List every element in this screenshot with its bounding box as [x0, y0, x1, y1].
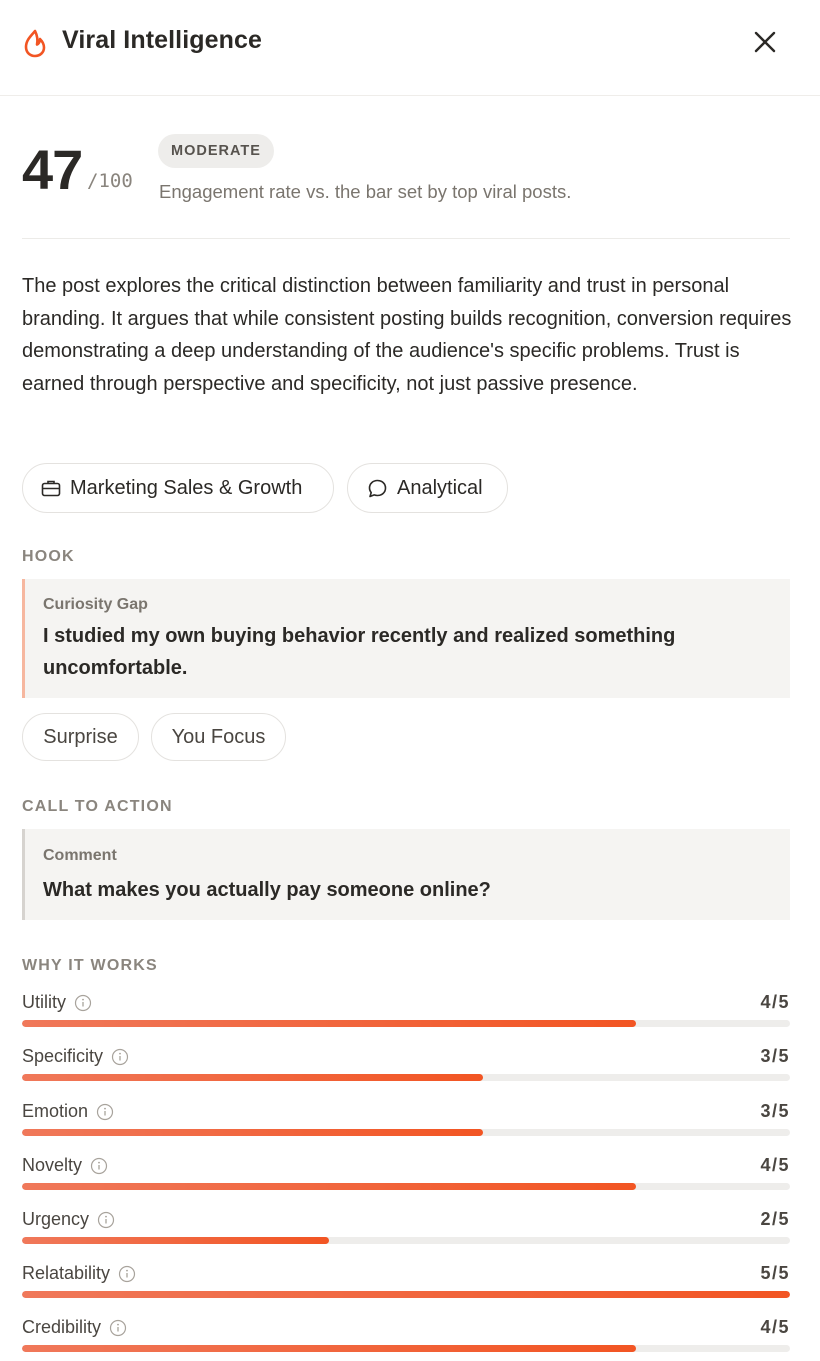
panel-title: Viral Intelligence [62, 26, 263, 54]
topic-chip[interactable] [22, 463, 334, 513]
info-icon[interactable] [118, 1265, 136, 1283]
metric-bar [22, 1291, 790, 1298]
metric-specificity [22, 1046, 790, 1086]
score-badge: MODERATE [158, 134, 274, 168]
metric-score: 5/5 [760, 1263, 790, 1283]
cta-section-label: CALL TO ACTION [22, 798, 173, 815]
metric-credibility [22, 1317, 790, 1357]
metric-bar-fill [22, 1291, 790, 1298]
hook-type: Curiosity Gap [43, 596, 148, 613]
metric-bar [22, 1345, 790, 1352]
metric-label: Specificity [22, 1046, 104, 1066]
metric-score: 4/5 [760, 992, 790, 1012]
topic-chip-label: Marketing Sales & Growth [70, 476, 303, 499]
metric-score: 4/5 [760, 1317, 790, 1337]
metric-bar-fill [22, 1345, 636, 1352]
metric-score: 2/5 [760, 1209, 790, 1229]
hook-text: I studied my own buying behavior recently and realized something uncomfortable. [43, 625, 676, 679]
score-description: Engagement rate vs. the bar set by top viral posts. [159, 181, 572, 202]
metric-score: 4/5 [760, 1155, 790, 1175]
metric-urgency [22, 1209, 790, 1249]
hook-tag[interactable]: Surprise [22, 713, 139, 761]
why-section-label: WHY IT WORKS [22, 957, 158, 974]
tone-chip[interactable] [347, 463, 508, 513]
metric-bar [22, 1183, 790, 1190]
info-icon[interactable] [111, 1048, 129, 1066]
cta-card [22, 829, 790, 920]
metric-bar-fill [22, 1237, 329, 1244]
metric-novelty [22, 1155, 790, 1195]
metric-bar-fill [22, 1020, 636, 1027]
speech-bubble-icon [367, 478, 388, 499]
metric-label: Relatability [22, 1263, 111, 1283]
metric-bar [22, 1020, 790, 1027]
metric-bar [22, 1074, 790, 1081]
metric-bar [22, 1237, 790, 1244]
metric-score: 3/5 [760, 1046, 790, 1066]
panel-header [0, 0, 820, 96]
briefcase-icon [41, 479, 61, 497]
metric-utility [22, 992, 790, 1032]
score-max: /100 [87, 170, 133, 192]
info-icon[interactable] [96, 1103, 114, 1121]
metric-emotion [22, 1101, 790, 1141]
metric-label: Utility [22, 992, 66, 1012]
info-icon[interactable] [90, 1157, 108, 1175]
metric-score: 3/5 [760, 1101, 790, 1121]
metric-bar-fill [22, 1183, 636, 1190]
metric-label: Novelty [22, 1155, 83, 1175]
score-value: 47 [22, 138, 83, 201]
tone-chip-label: Analytical [397, 476, 483, 499]
post-summary: The post explores the critical distinction between familiarity and trust in personal branding. It argues that while consistent posting builds recognition, conversion requires demonstrating a deep understanding of the audience's specific problems. Trust is earned through perspective and specificity, not just passive presence. [22, 275, 792, 395]
metric-relatability [22, 1263, 790, 1303]
divider [22, 238, 790, 239]
info-icon[interactable] [109, 1319, 127, 1337]
hook-tag[interactable]: You Focus [151, 713, 286, 761]
flame-icon [22, 28, 48, 58]
metric-label: Emotion [22, 1101, 89, 1121]
cta-type: Comment [43, 847, 117, 864]
close-icon[interactable] [749, 26, 781, 58]
info-icon[interactable] [97, 1211, 115, 1229]
metric-label: Urgency [22, 1209, 90, 1229]
info-icon[interactable] [74, 994, 92, 1012]
cta-text: What makes you actually pay someone online? [43, 879, 491, 901]
metric-label: Credibility [22, 1317, 102, 1337]
metric-bar-fill [22, 1074, 483, 1081]
metric-bar-fill [22, 1129, 483, 1136]
hook-section-label: HOOK [22, 548, 75, 565]
metric-bar [22, 1129, 790, 1136]
hook-card [22, 579, 790, 698]
